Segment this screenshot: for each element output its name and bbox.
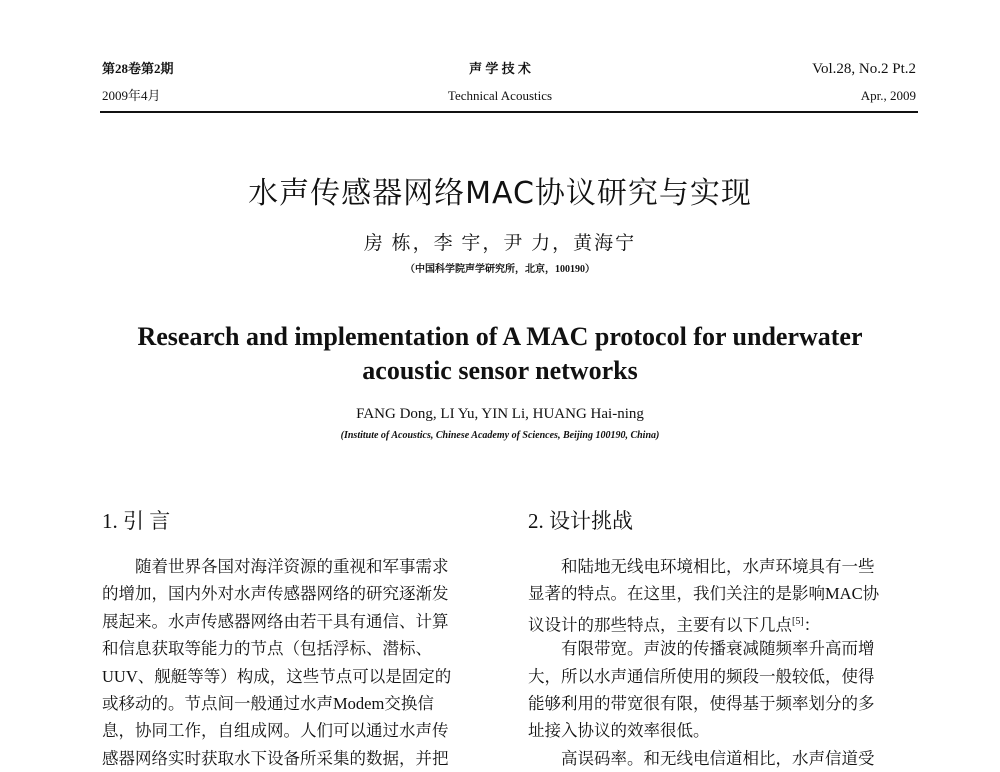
text-fragment: ：: [803, 615, 821, 635]
authors-cn: 房 栋，李 宇，尹 力，黄海宁: [363, 233, 637, 254]
date-cn: 2009年4月: [102, 88, 161, 103]
text-line: 的增加，国内外对水声传感器网络的研究逐渐发: [102, 584, 449, 604]
authors-en: FANG Dong, LI Yu, YIN Li, HUANG Hai-ning: [356, 406, 644, 422]
header-rule: [100, 111, 918, 113]
text-line: 显著的特点。在这里，我们关注的是影响MAC协: [528, 584, 880, 604]
journal-en: Technical Acoustics: [447, 88, 553, 103]
affiliation-cn: （中国科学院声学研究所，北京，100190）: [405, 264, 595, 275]
text-fragment: 议设计的那些特点，主要有以下几点: [528, 615, 792, 635]
text-line: 或移动的。节点间一般通过水声Modem交换信: [102, 693, 434, 713]
text-line: 高误码率。和无线电信道相比，水声信道受: [561, 748, 875, 768]
journal-cn: 声 学 技 术: [469, 61, 531, 76]
text-line: 址接入协议的效率很低。: [528, 721, 710, 741]
text-line: 有限带宽。声波的传播衰减随频率升高而增: [561, 639, 875, 659]
date-en: Apr., 2009: [860, 88, 916, 103]
text-line: 能够利用的带宽很有限，使得基于频率划分的多: [528, 693, 875, 713]
text-line: 息，协同工作，自组成网。人们可以通过水声传: [102, 721, 449, 741]
title-en-line-2: acoustic sensor networks: [362, 356, 638, 385]
text-line: 和信息获取等能力的节点（包括浮标、潜标、: [102, 639, 432, 659]
section-heading-design: 2. 设计挑战: [528, 509, 633, 533]
citation-link[interactable]: [5]: [792, 615, 804, 627]
affiliation-en: (Institute of Acoustics, Chinese Academy of Sciences, Beijing 100190, China): [340, 430, 660, 441]
text-line: UUV、舰艇等等）构成，这些节点可以是固定的: [102, 666, 452, 686]
volume-cn: 第28卷第2期: [102, 61, 174, 76]
volume-en: Vol.28, No.2 Pt.2: [812, 61, 916, 77]
title-cn: 水声传感器网络MAC协议研究与实现: [248, 176, 752, 211]
text-line: 随着世界各国对海洋资源的重视和军事需求: [135, 557, 449, 576]
text-line: [528, 608, 879, 635]
text-line: 和陆地无线电环境相比，水声环境具有一些: [561, 557, 875, 576]
section-body-intro: [102, 553, 451, 772]
title-en-line-1: Research and implementation of A MAC protocol for underwater: [137, 322, 863, 351]
text-line: 展起来。水声传感器网络由若干具有通信、计算: [102, 611, 449, 631]
text-line: 大，所以水声通信所使用的频段一般较低，使得: [528, 666, 875, 686]
section-body-design: [528, 553, 879, 772]
text-line: 感器网络实时获取水下设备所采集的数据，并把: [102, 748, 449, 768]
section-heading-intro: 1. 引 言: [102, 509, 171, 533]
